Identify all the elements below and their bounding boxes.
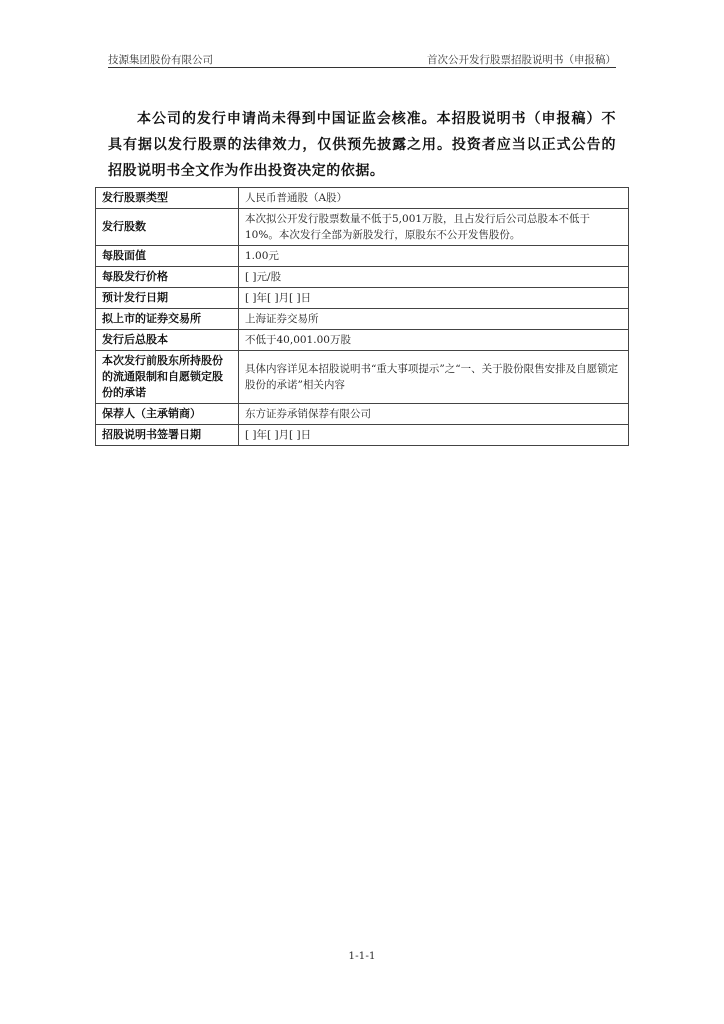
row-value-share-count: 本次拟公开发行股票数量不低于5,001万股，且占发行后公司总股本不低于10%。本次发行全部为新股发行，原股东不公开发售股份。 (239, 209, 629, 246)
table-row (96, 425, 629, 446)
row-value-exchange: 上海证券交易所 (239, 309, 629, 330)
row-label-share-count: 发行股数 (96, 209, 239, 246)
header-divider (108, 67, 616, 68)
table-row (96, 309, 629, 330)
table-row (96, 288, 629, 309)
row-label-issue-price: 每股发行价格 (96, 267, 239, 288)
table-row (96, 209, 629, 246)
row-label-total-shares: 发行后总股本 (96, 330, 239, 351)
row-label-exchange: 拟上市的证券交易所 (96, 309, 239, 330)
header-document-title: 首次公开发行股票招股说明书（申报稿） (427, 54, 616, 66)
row-value-par-value: 1.00元 (239, 246, 629, 267)
row-label-sponsor: 保荐人（主承销商） (96, 404, 239, 425)
row-label-signing-date: 招股说明书签署日期 (96, 425, 239, 446)
row-value-issue-date: [ ]年[ ]月[ ]日 (239, 288, 629, 309)
table-row (96, 188, 629, 209)
row-value-sponsor: 东方证券承销保荐有限公司 (239, 404, 629, 425)
header-company-name: 技源集团股份有限公司 (108, 54, 213, 66)
table-row (96, 404, 629, 425)
row-label-stock-type: 发行股票类型 (96, 188, 239, 209)
table-row (96, 351, 629, 404)
disclaimer-notice: 本公司的发行申请尚未得到中国证监会核准。本招股说明书（申报稿）不具有据以发行股票的法律效力，仅供预先披露之用。投资者应当以正式公告的招股说明书全文作为作出投资决定的依据。 (108, 111, 616, 179)
page-header (108, 50, 616, 68)
table-row (96, 246, 629, 267)
table-row (96, 330, 629, 351)
row-label-par-value: 每股面值 (96, 246, 239, 267)
row-label-lockup-commitment: 本次发行前股东所持股份的流通限制和自愿锁定股份的承诺 (96, 351, 239, 404)
row-value-signing-date: [ ]年[ ]月[ ]日 (239, 425, 629, 446)
row-value-stock-type: 人民币普通股（A股） (239, 188, 629, 209)
issuance-info-table (95, 187, 629, 446)
table-row (96, 267, 629, 288)
row-label-issue-date: 预计发行日期 (96, 288, 239, 309)
row-value-total-shares: 不低于40,001.00万股 (239, 330, 629, 351)
row-value-issue-price: [ ]元/股 (239, 267, 629, 288)
row-value-lockup-commitment: 具体内容详见本招股说明书“重大事项提示”之“一、关于股份限售安排及自愿锁定股份的承诺”相关内容 (239, 351, 629, 404)
page-number: 1-1-1 (348, 950, 376, 962)
